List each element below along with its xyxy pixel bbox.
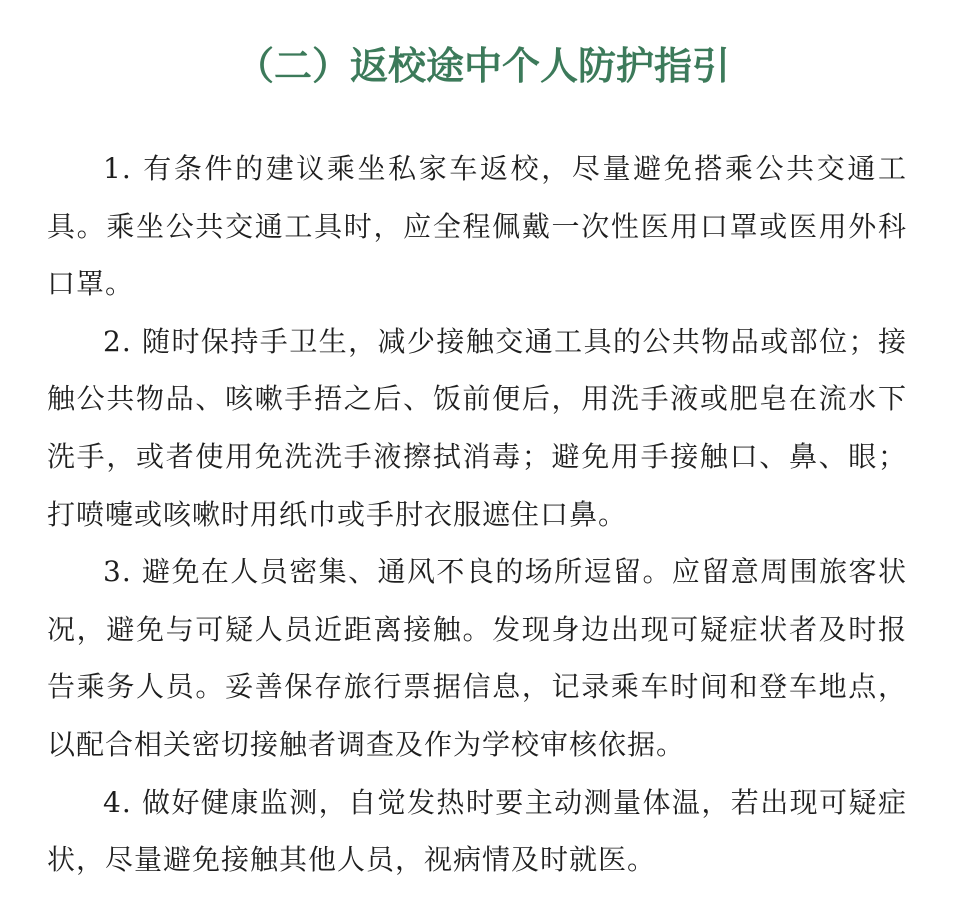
paragraph-4: 4. 做好健康监测，自觉发热时要主动测量体温，若出现可疑症状，尽量避免接触其他人员，视病情及时就医。 — [47, 785, 907, 877]
paragraph-2: 2. 随时保持手卫生，减少接触交通工具的公共物品或部位；接触公共物品、咳嗽手捂之后、饭前便后，用洗手液或肥皂在流水下洗手，或者使用免洗洗手液擦拭消毒；避免用手接触口、鼻、眼；打喷嚏或咳嗽时用纸巾或手肘衣服遮住口鼻。 — [47, 324, 907, 531]
paragraph-3: 3. 避免在人员密集、通风不良的场所逗留。应留意周围旅客状况，避免与可疑人员近距离接触。发现身边出现可疑症状者及时报告乘务人员。妥善保存旅行票据信息，记录乘车时间和登车地点，以配合相关密切接触者调查及作为学校审核依据。 — [47, 555, 907, 761]
document-body — [47, 140, 907, 889]
page-title: （二）返校途中个人防护指引 — [235, 44, 730, 88]
paragraph-1: 1. 有条件的建议乘坐私家车返校，尽量避免搭乘公共交通工具。乘坐公共交通工具时，应全程佩戴一次性医用口罩或医用外科口罩。 — [47, 152, 907, 301]
